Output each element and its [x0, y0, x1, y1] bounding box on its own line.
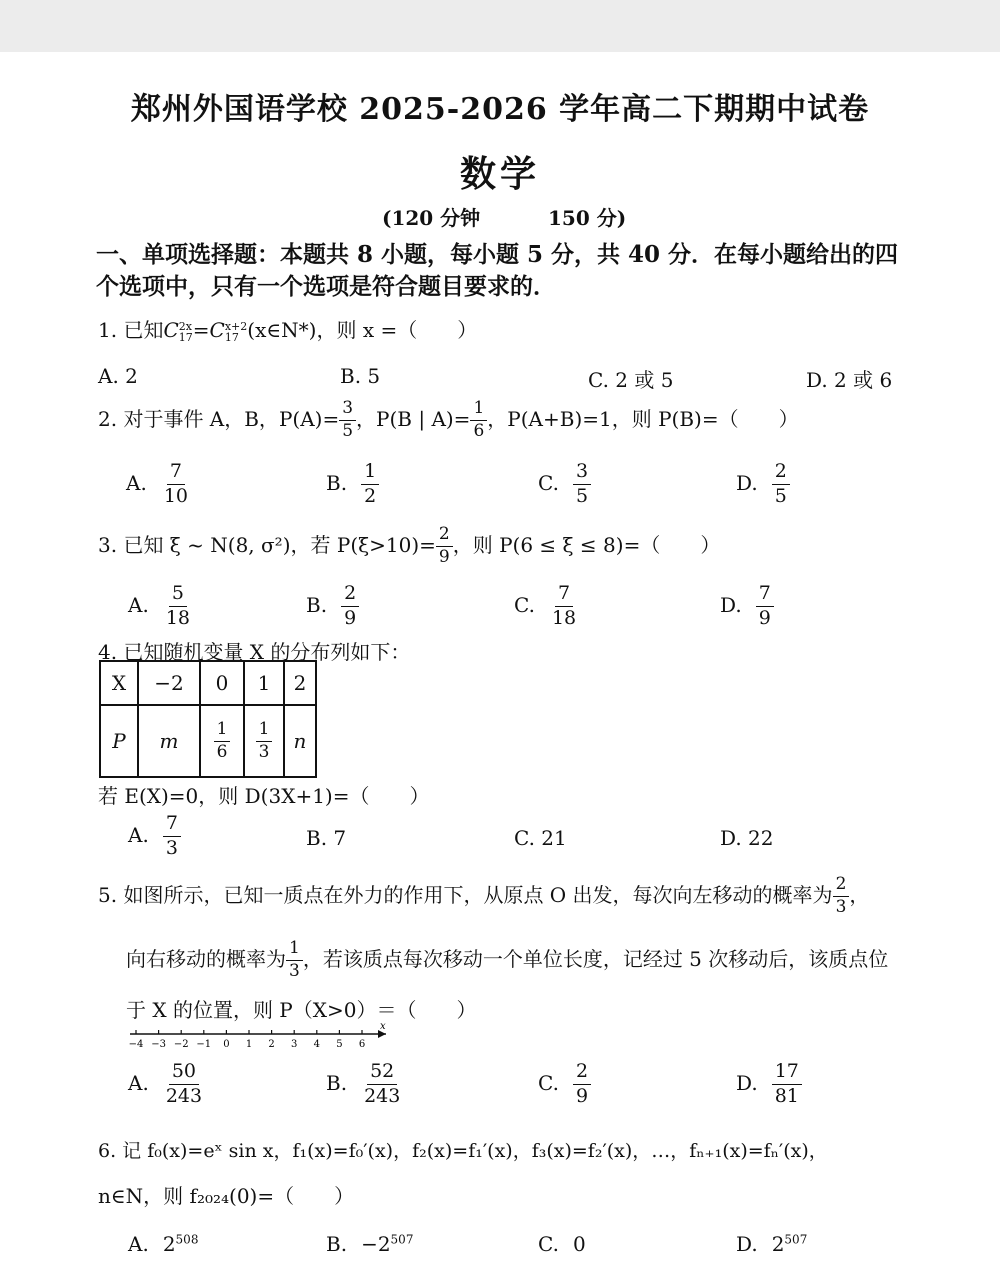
option-label: D.: [736, 470, 758, 495]
fraction-denominator: 9: [438, 546, 450, 567]
number-line-figure: [128, 1022, 398, 1052]
number-line-tick-label: −1: [196, 1039, 212, 1050]
table-cell: [200, 705, 244, 777]
q5-option-a[interactable]: [128, 1062, 205, 1107]
q5-line2a: 向右移动的概率为: [126, 946, 286, 971]
q2-prefix: 2. 对于事件 A，B，: [98, 406, 279, 431]
power-exponent: 508: [175, 1232, 199, 1247]
question-2-stem: [98, 400, 799, 441]
q6-option-b[interactable]: [326, 1232, 413, 1256]
fraction-numerator: 2: [772, 462, 790, 485]
q3-prefix: 3. 已知 ξ ~ N(8, σ²)，若 P(ξ>10)=: [98, 532, 436, 557]
q1-option-d[interactable]: D. 2 或 6: [806, 368, 893, 392]
table-fraction: [256, 718, 273, 762]
option-label: D.: [736, 1070, 758, 1095]
fraction-denominator: 3: [258, 741, 270, 762]
fraction-numerator: 2: [833, 876, 850, 897]
number-line-tick-label: 0: [223, 1039, 230, 1050]
fraction-numerator: 52: [367, 1062, 397, 1085]
q1-option-b[interactable]: B. 5: [340, 364, 381, 388]
q5-line1-text: 5. 如图所示，已知一质点在外力的作用下，从原点 O 出发，每次向左移动的概率为: [98, 882, 833, 907]
q2-pa-fraction: [339, 400, 356, 441]
option-fraction: [361, 462, 379, 507]
option-label: C.: [538, 1232, 559, 1256]
q3-option-a[interactable]: [128, 584, 193, 629]
q1-sup2: x+2: [224, 319, 248, 333]
q3-suffix: ，则 P(6 ≤ ξ ≤ 8)=（ ）: [452, 532, 721, 557]
fraction-denominator: 5: [342, 420, 354, 441]
option-label: B.: [306, 592, 328, 617]
question-5-line2: [126, 940, 888, 981]
q1-eq: =: [192, 318, 210, 342]
power-exponent: 507: [390, 1232, 414, 1247]
fraction-numerator: 2: [436, 526, 453, 547]
fraction-numerator: 2: [573, 1062, 591, 1085]
q5-line2b: ，若该质点每次移动一个单位长度，记经过 5 次移动后，该质点位: [302, 946, 889, 971]
q1-sub2: 17: [224, 330, 239, 344]
fraction-denominator: 18: [165, 606, 190, 629]
q2-option-b[interactable]: [326, 462, 379, 507]
q5-option-c[interactable]: [538, 1062, 591, 1107]
option-fraction: [573, 462, 591, 507]
option-fraction: [361, 1062, 403, 1107]
q1-prefix: 1. 已知: [98, 318, 164, 342]
option-label: A.: [128, 822, 149, 847]
question-1-stem: 1. 已知C 2x 17 =C x+2 17 (x∈N*)，则 x =（ ）: [98, 318, 478, 344]
power-base: 0: [572, 1232, 586, 1256]
table-row: [100, 705, 316, 777]
option-fraction: [163, 814, 181, 859]
table-cell: m: [138, 705, 200, 777]
fraction-denominator: 10: [163, 484, 188, 507]
q4-option-d[interactable]: D. 22: [720, 826, 774, 850]
number-line-tick-label: −3: [151, 1039, 166, 1050]
option-label: C.: [514, 592, 535, 617]
q3-option-b[interactable]: [306, 584, 359, 629]
option-label: B.: [326, 1070, 348, 1095]
question-3-stem: [98, 526, 720, 567]
q2-option-c[interactable]: [538, 462, 591, 507]
power-base: 2: [771, 1232, 785, 1256]
subject-heading: 数学: [459, 153, 540, 195]
fraction-denominator: 243: [364, 1084, 401, 1107]
fraction-denominator: 3: [835, 896, 847, 917]
power-exponent: 507: [784, 1232, 808, 1247]
number-line-tick-label: 4: [313, 1039, 320, 1050]
question-5-line1: [98, 876, 869, 917]
q2-option-a[interactable]: [126, 462, 191, 507]
number-line-axis-label: x: [380, 1022, 386, 1032]
q3-fraction: [436, 526, 453, 567]
q6-option-a[interactable]: [128, 1232, 198, 1256]
q2-option-d[interactable]: [736, 462, 790, 507]
table-fraction: [214, 718, 231, 762]
fraction-numerator: 2: [341, 584, 359, 607]
distribution-table: [99, 660, 317, 778]
fraction-numerator: 3: [573, 462, 591, 485]
q2-pba-fraction: [470, 400, 487, 441]
q2-pab: ，P(A+B)=1，则 P(B)=（ ）: [487, 406, 799, 431]
q5-option-d[interactable]: [736, 1062, 802, 1107]
q2-pba: ，P(B | A)=: [356, 406, 471, 431]
option-fraction: [772, 1062, 802, 1107]
option-fraction: [163, 1062, 205, 1107]
question-5-line3: 于 X 的位置，则 P（X>0）＝（ ）: [126, 998, 477, 1022]
exam-title: 郑州外国语学校 2025-2026 学年高二下期期中试卷: [130, 92, 870, 127]
fraction-numerator: 17: [772, 1062, 802, 1085]
power-base: 2: [162, 1232, 176, 1256]
fraction-denominator: 5: [575, 484, 589, 507]
q4-option-a[interactable]: [128, 814, 181, 859]
question-6-line1: 6. 记 f₀(x)=eˣ sin x，f₁(x)=f₀′(x)，f₂(x)=f₁′(x)，f₃(x)=f₂′(x)，…，fₙ₊₁(x)=fₙ′(x)，: [98, 1140, 828, 1162]
fraction-numerator: 7: [163, 814, 181, 837]
q5-right-probability: [286, 940, 303, 981]
fraction-denominator: 18: [551, 606, 577, 629]
q5-left-probability: [833, 876, 850, 917]
fraction-numerator: 5: [169, 584, 187, 607]
option-fraction: [341, 584, 359, 629]
section-heading-line2: 个选项中，只有一个选项是符合题目要求的．: [96, 273, 556, 300]
fraction-denominator: 6: [216, 741, 228, 762]
number-line-tick-label: 3: [291, 1039, 298, 1050]
q1-sup1: 2x: [178, 319, 192, 333]
exam-total-score: 150 分): [548, 206, 627, 230]
q4-option-b[interactable]: B. 7: [306, 826, 347, 850]
table-cell: −2: [138, 661, 200, 705]
option-label: C.: [538, 470, 559, 495]
option-label: A.: [126, 470, 147, 495]
q2-pa: P(A)=: [278, 406, 340, 431]
q5-line1-end: ，: [849, 882, 870, 907]
number-line-tick-label: 1: [245, 1039, 253, 1050]
number-line-tick-label: 6: [358, 1039, 366, 1050]
option-label: B.: [326, 470, 348, 495]
option-fraction: [772, 462, 790, 507]
fraction-numerator: 7: [756, 584, 774, 607]
q3-option-c[interactable]: [514, 584, 579, 629]
q3-option-d[interactable]: [720, 584, 774, 629]
q1-option-c[interactable]: C. 2 或 5: [588, 368, 674, 392]
q6-option-d[interactable]: [736, 1232, 807, 1256]
option-label: C.: [538, 1070, 559, 1095]
q4-option-c[interactable]: C. 21: [514, 826, 567, 850]
top-toolbar-strip: [0, 0, 1000, 52]
number-line-tick-label: −4: [128, 1039, 144, 1050]
fraction-denominator: 9: [575, 1084, 589, 1107]
fraction-denominator: 9: [758, 606, 771, 629]
fraction-denominator: 3: [165, 836, 178, 859]
question-6-line2: n∈N，则 f₂₀₂₄(0)=（ ）: [98, 1184, 355, 1208]
fraction-denominator: 2: [364, 484, 377, 507]
fraction-numerator: 1: [361, 462, 379, 485]
table-row: [100, 661, 316, 705]
table-cell: X: [100, 661, 138, 705]
table-cell: 1: [244, 661, 284, 705]
table-cell: 2: [284, 661, 316, 705]
table-cell: n: [284, 705, 316, 777]
option-fraction: [161, 462, 191, 507]
table-cell: 0: [200, 661, 244, 705]
fraction-numerator: 7: [167, 462, 185, 485]
option-fraction: [163, 584, 193, 629]
fraction-numerator: 1: [256, 721, 273, 742]
option-label: D.: [720, 592, 742, 617]
question-4-stem: 4. 已知随机变量 X 的分布列如下：: [98, 640, 411, 664]
number-line-tick-label: −2: [173, 1039, 189, 1050]
option-label: D.: [736, 1232, 758, 1256]
table-cell: P: [100, 705, 138, 777]
table-cell: [244, 705, 284, 777]
q4-condition: 若 E(X)=0，则 D(3X+1)=（ ）: [98, 784, 430, 808]
fraction-numerator: 1: [470, 400, 487, 421]
q1-suffix: ，则 x =（ ）: [316, 318, 478, 342]
exam-duration: (120 分钟: [382, 206, 481, 230]
q1-sub1: 17: [178, 330, 193, 344]
q1-condition: (x∈N*): [247, 318, 317, 342]
option-label: A.: [128, 1232, 149, 1256]
fraction-denominator: 9: [344, 606, 357, 629]
q6-option-c[interactable]: [538, 1232, 586, 1256]
q1-option-a[interactable]: A. 2: [98, 364, 138, 388]
option-label: A.: [128, 1070, 149, 1095]
fraction-numerator: 3: [339, 400, 356, 421]
fraction-numerator: 1: [214, 721, 231, 742]
fraction-numerator: 50: [169, 1062, 199, 1085]
fraction-denominator: 3: [289, 960, 300, 981]
fraction-numerator: 7: [555, 584, 573, 607]
fraction-denominator: 5: [774, 484, 787, 507]
fraction-denominator: 81: [774, 1084, 799, 1107]
q5-option-b[interactable]: [326, 1062, 403, 1107]
option-label: B.: [326, 1232, 348, 1256]
option-fraction: [549, 584, 579, 629]
fraction-denominator: 243: [165, 1084, 203, 1107]
option-fraction: [573, 1062, 591, 1107]
fraction-numerator: 1: [286, 940, 303, 961]
fraction-denominator: 6: [473, 420, 485, 441]
power-base: −2: [361, 1232, 391, 1256]
number-line-tick-label: 2: [268, 1039, 275, 1050]
option-fraction: [756, 584, 774, 629]
number-line-tick-label: 5: [336, 1039, 343, 1050]
option-label: A.: [128, 592, 149, 617]
section-heading-line1: 一、单项选择题：本题共 8 小题，每小题 5 分，共 40 分．在每小题给出的四: [96, 241, 899, 268]
